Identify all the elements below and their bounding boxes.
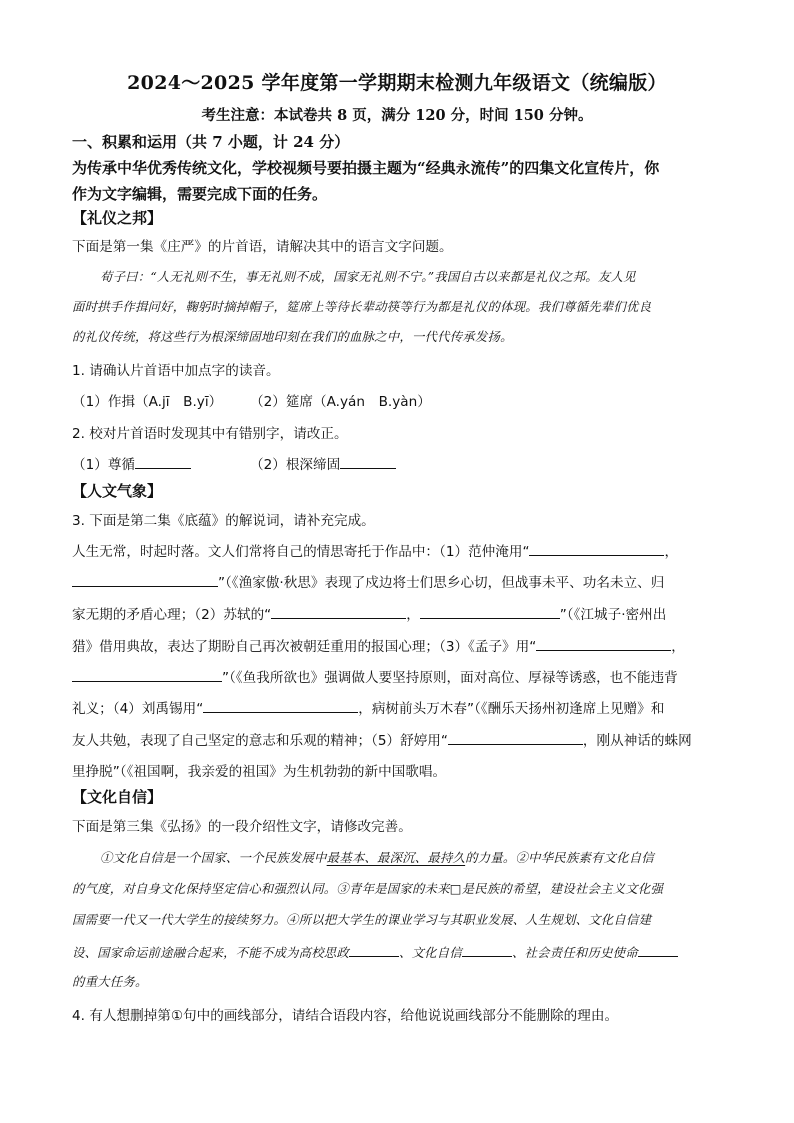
answer-blank[interactable] <box>420 604 560 619</box>
answer-blank[interactable] <box>72 572 218 587</box>
sec1-lead: 下面是第一集《庄严》的片首语，请解决其中的语言文字问题。 <box>72 239 453 255</box>
sec3-passage-line5: 的重大任务。 <box>72 974 148 989</box>
sec2-line3-mid: ， <box>406 607 420 623</box>
answer-blank[interactable] <box>340 454 396 469</box>
sec3-passage-line4-a: 设、国家命运前途融合起来，不能不成为高校思政 <box>72 945 349 960</box>
sec2-line4 <box>72 635 685 655</box>
sec2-line2-text: ”（《渔家傲·秋思》表现了戍边将士们思乡心切，但战事未平、功名未立、归 <box>218 575 665 591</box>
question-2-item-1-label: （1）尊循 <box>72 457 136 473</box>
sec3-passage-line1-b: 的力量。②中华民族素有文化自信 <box>465 850 654 865</box>
sec3-passage-line1-a: ①文化自信是一个国家、一个民族发展中 <box>100 850 327 865</box>
sec2-line6-text: 礼义；（4）刘禹锡用“ <box>72 701 204 717</box>
section-heading-etiquette: 【礼仪之邦】 <box>72 209 163 227</box>
sec2-line7 <box>72 729 692 749</box>
sec3-passage-line4-c: 、社会责任和历史使命 <box>511 945 638 960</box>
sec3-lead: 下面是第三集《弘扬》的一段介绍性文字，请修改完善。 <box>72 819 412 835</box>
sec2-line1 <box>72 540 678 560</box>
sec1-passage-line1: 荀子曰：“人无礼则不生，事无礼则不成，国家无礼则不宁。”我国自古以来都是礼仪之邦。友人见 <box>100 269 636 284</box>
sec2-line7-end: ，刚从神话的蛛网 <box>582 733 692 749</box>
sec2-line4-text: 猎》借用典故，表达了期盼自己再次被朝廷重用的报国心理；（3）《孟子》用“ <box>72 639 537 655</box>
question-2-item-2-label: （2）根深缔固 <box>250 457 341 473</box>
answer-blank[interactable] <box>462 942 512 957</box>
sec2-line3 <box>72 603 666 623</box>
part1-intro-line1: 为传承中华优秀传统文化，学校视频号要拍摄主题为“经典永流传”的四集文化宣传片，你 <box>72 159 660 177</box>
sec2-line6 <box>72 697 664 717</box>
sec2-line3-text: 家无期的矛盾心理；（2）苏轼的“ <box>72 607 272 623</box>
underlined-phrase: 最基本、最深沉、最持久 <box>326 850 466 865</box>
sec2-line3-end: ”（《江城子·密州出 <box>559 607 667 623</box>
sec2-line5 <box>72 666 678 686</box>
answer-blank[interactable] <box>203 698 358 713</box>
answer-blank[interactable] <box>529 541 664 556</box>
sec3-passage-line2: 的气度，对自身文化保持坚定信心和强烈认同。③青年是国家的未来□是民族的希望，建设社会主义文化强 <box>72 881 664 896</box>
question-1: 1. 请确认片首语中加点字的读音。 <box>72 363 280 379</box>
answer-blank[interactable] <box>135 454 191 469</box>
sec2-line6-end: ，病树前头万木春”（《酬乐天扬州初逢席上见赠》和 <box>358 701 665 717</box>
sec2-line2 <box>72 571 664 591</box>
question-1-option-a: （1）作揖（A.jī B.yī） <box>72 394 223 410</box>
part1-intro-line2: 作为文字编辑，需要完成下面的任务。 <box>72 185 328 203</box>
answer-blank[interactable] <box>638 942 678 957</box>
answer-blank[interactable] <box>536 636 671 651</box>
question-4: 4. 有人想删掉第①句中的画线部分，请结合语段内容，给他说说画线部分不能删除的理由。 <box>72 1008 619 1024</box>
sec2-line8: 里挣脱”（《祖国啊，我亲爱的祖国》为生机勃勃的新中国歌唱。 <box>72 764 447 780</box>
sec1-passage-line2: 面时拱手作揖问好，鞠躬时摘掉帽子，筵席上等待长辈动筷等行为都是礼仪的体现。我们尊循先辈们优良 <box>72 299 652 314</box>
sec3-passage-line4-b: 、文化自信 <box>399 945 462 960</box>
part1-heading: 一、积累和运用（共 7 小题，计 24 分） <box>72 133 350 151</box>
sec2-line1-end: ， <box>664 544 679 560</box>
answer-blank[interactable] <box>72 667 222 682</box>
sec2-line5-text: ”（《鱼我所欲也》强调做人要坚持原则，面对高位、厚禄等诱惑，也不能违背 <box>222 670 678 686</box>
answer-blank[interactable] <box>349 942 399 957</box>
section-heading-humanities: 【人文气象】 <box>72 482 163 500</box>
sec3-passage-line3: 国需要一代又一代大学生的接续努力。④所以把大学生的课业学习与其职业发展、人生规划、文化自信建 <box>72 912 652 927</box>
sec2-line7-text: 友人共勉，表现了自己坚定的意志和乐观的精神；（5）舒婷用“ <box>72 733 448 749</box>
question-2-item-1 <box>72 453 191 473</box>
question-2: 2. 校对片首语时发现其中有错别字，请改正。 <box>72 426 348 442</box>
sec2-line4-end: ， <box>671 639 685 655</box>
sec3-passage-line4 <box>72 942 678 961</box>
sec3-passage-line1 <box>100 848 654 866</box>
exam-title: 2024～2025 学年度第一学期期末检测九年级语文（统编版） <box>127 72 667 94</box>
sec1-passage-line3: 的礼仪传统，将这些行为根深缔固地印刻在我们的血脉之中，一代代传承发扬。 <box>72 329 513 344</box>
question-3: 3. 下面是第二集《底蕴》的解说词，请补充完成。 <box>72 513 375 529</box>
exam-notice: 考生注意：本试卷共 8 页，满分 120 分，时间 150 分钟。 <box>201 107 593 124</box>
section-heading-confidence: 【文化自信】 <box>72 788 163 806</box>
answer-blank[interactable] <box>271 604 406 619</box>
answer-blank[interactable] <box>448 730 583 745</box>
question-2-item-2 <box>250 453 396 473</box>
question-1-option-b: （2）筵席（A.yán B.yàn） <box>250 394 431 410</box>
sec2-line1-text: 人生无常，时起时落。文人们常将自己的情思寄托于作品中：（1）范仲淹用“ <box>72 544 530 560</box>
